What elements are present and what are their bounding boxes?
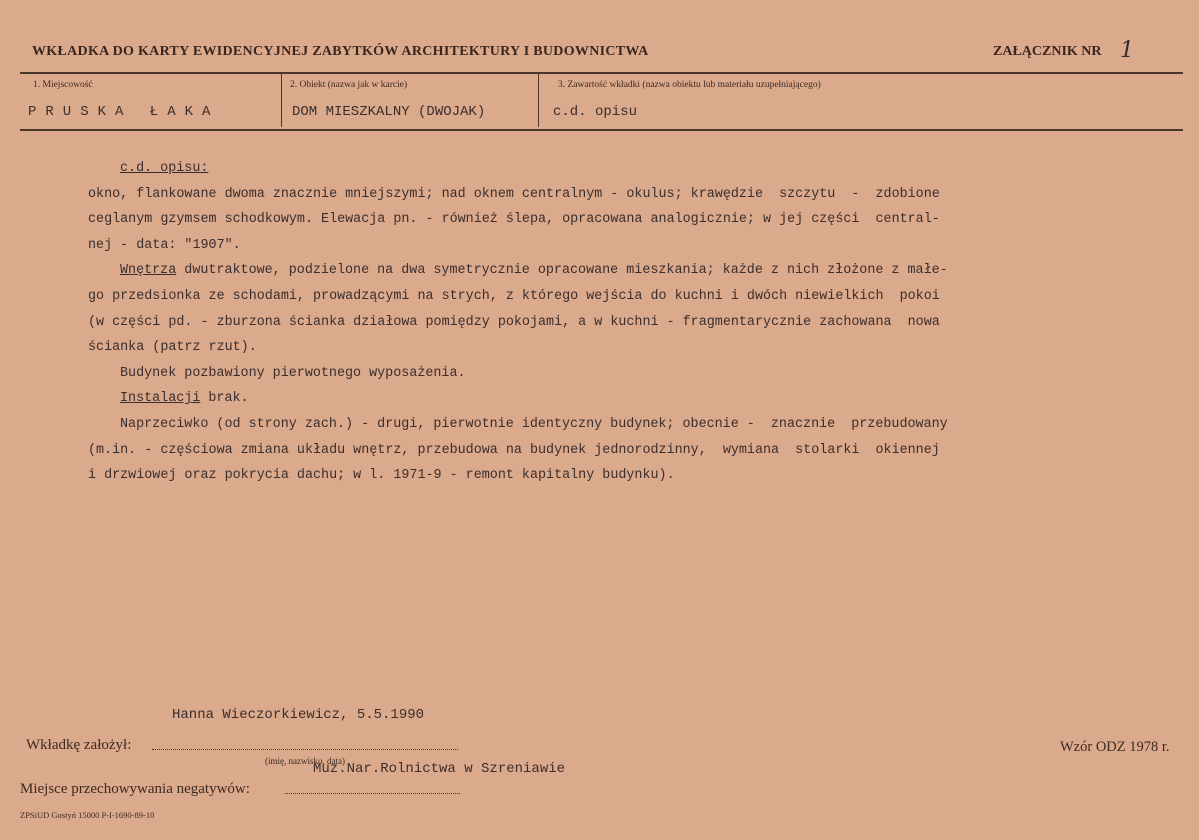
object-value: DOM MIESZKALNY (DWOJAK) — [292, 104, 486, 120]
print-info: ZPSiUD Gostyń 15000 P-I-1690-89-10 — [20, 810, 155, 820]
body-line: dwutraktowe, podzielone na dwa symetrycznie opracowane mieszkania; każde z nich złożone z małe- — [176, 263, 948, 279]
locality-label: 1. Miejscowość — [33, 80, 93, 90]
author-dotted-line — [152, 749, 458, 750]
description-heading: c.d. opisu: — [120, 161, 209, 176]
installations-lead: Instalacji — [120, 391, 201, 407]
field-divider-1 — [281, 74, 282, 127]
annex-number: 1 — [1120, 38, 1134, 63]
locality-value: PRUSKA ŁAKA — [28, 104, 220, 120]
body-line: i drzwiowej oraz pokrycia dachu; w l. 1971-9 - remont kapitalny budynku). — [88, 468, 675, 484]
museum-stamp: Muz.Nar.Rolnictwa w Szreniawie — [313, 761, 566, 777]
body-line: Naprzeciwko (od strony zach.) - drugi, pierwotnie identyczny budynek; obecnie - znacznie przebudowany — [120, 416, 948, 432]
body-line: (m.in. - częściowa zmiana układu wnętrz, przebudowa na budynek jednorodzinny, wymiana stolarki okiennej — [88, 442, 940, 458]
content-label: 3. Zawartość wkładki (nazwa obiektu lub materiału uzupełniającego) — [558, 80, 821, 90]
body-line: go przedsionka ze schodami, prowadzącymi na strych, z którego wejścia do kuchni i dwóch niewielkich pokoi — [88, 288, 940, 304]
interiors-lead: Wnętrza — [120, 263, 177, 279]
body-line: Budynek pozbawiony pierwotnego wyposażenia. — [120, 365, 466, 381]
author-signature: Hanna Wieczorkiewicz, 5.5.1990 — [172, 707, 425, 723]
body-line: okno, flankowane dwoma znacznie mniejszymi; nad oknem centralnym - okulus; krawędzie szczytu - zdobione — [88, 186, 940, 202]
header-divider-top — [20, 72, 1183, 74]
form-model: Wzór ODZ 1978 r. — [1060, 739, 1170, 755]
card-title: WKŁADKA DO KARTY EWIDENCYJNEJ ZABYTKÓW ARCHITEKTURY I BUDOWNICTWA — [32, 44, 649, 59]
annex-label: ZAŁĄCZNIK NR — [993, 44, 1102, 59]
content-value: c.d. opisu — [553, 104, 638, 120]
negatives-dotted-line — [285, 793, 460, 794]
header-divider-bottom — [20, 129, 1183, 131]
body-line: (w części pd. - zburzona ścianka działowa pomiędzy pokojami, a w kuchni - fragmentarycznie zachowana nowa — [88, 314, 940, 330]
body-line: ścianka (patrz rzut). — [88, 340, 257, 356]
author-label: Wkładkę założył: — [26, 737, 132, 753]
object-label: 2. Obiekt (nazwa jak w karcie) — [290, 80, 408, 90]
body-line: brak. — [200, 391, 249, 407]
body-line: ceglanym gzymsem schodkowym. Elewacja pn. - również ślepa, opracowana analogicznie; w jej części central- — [88, 212, 940, 228]
field-divider-2 — [538, 74, 539, 127]
description-body — [88, 156, 1168, 489]
negatives-label: Miejsce przechowywania negatywów: — [20, 781, 250, 797]
author-hint: (imię, nazwisko, data) — [265, 756, 345, 766]
body-line: nej - data: "1907". — [88, 237, 241, 253]
